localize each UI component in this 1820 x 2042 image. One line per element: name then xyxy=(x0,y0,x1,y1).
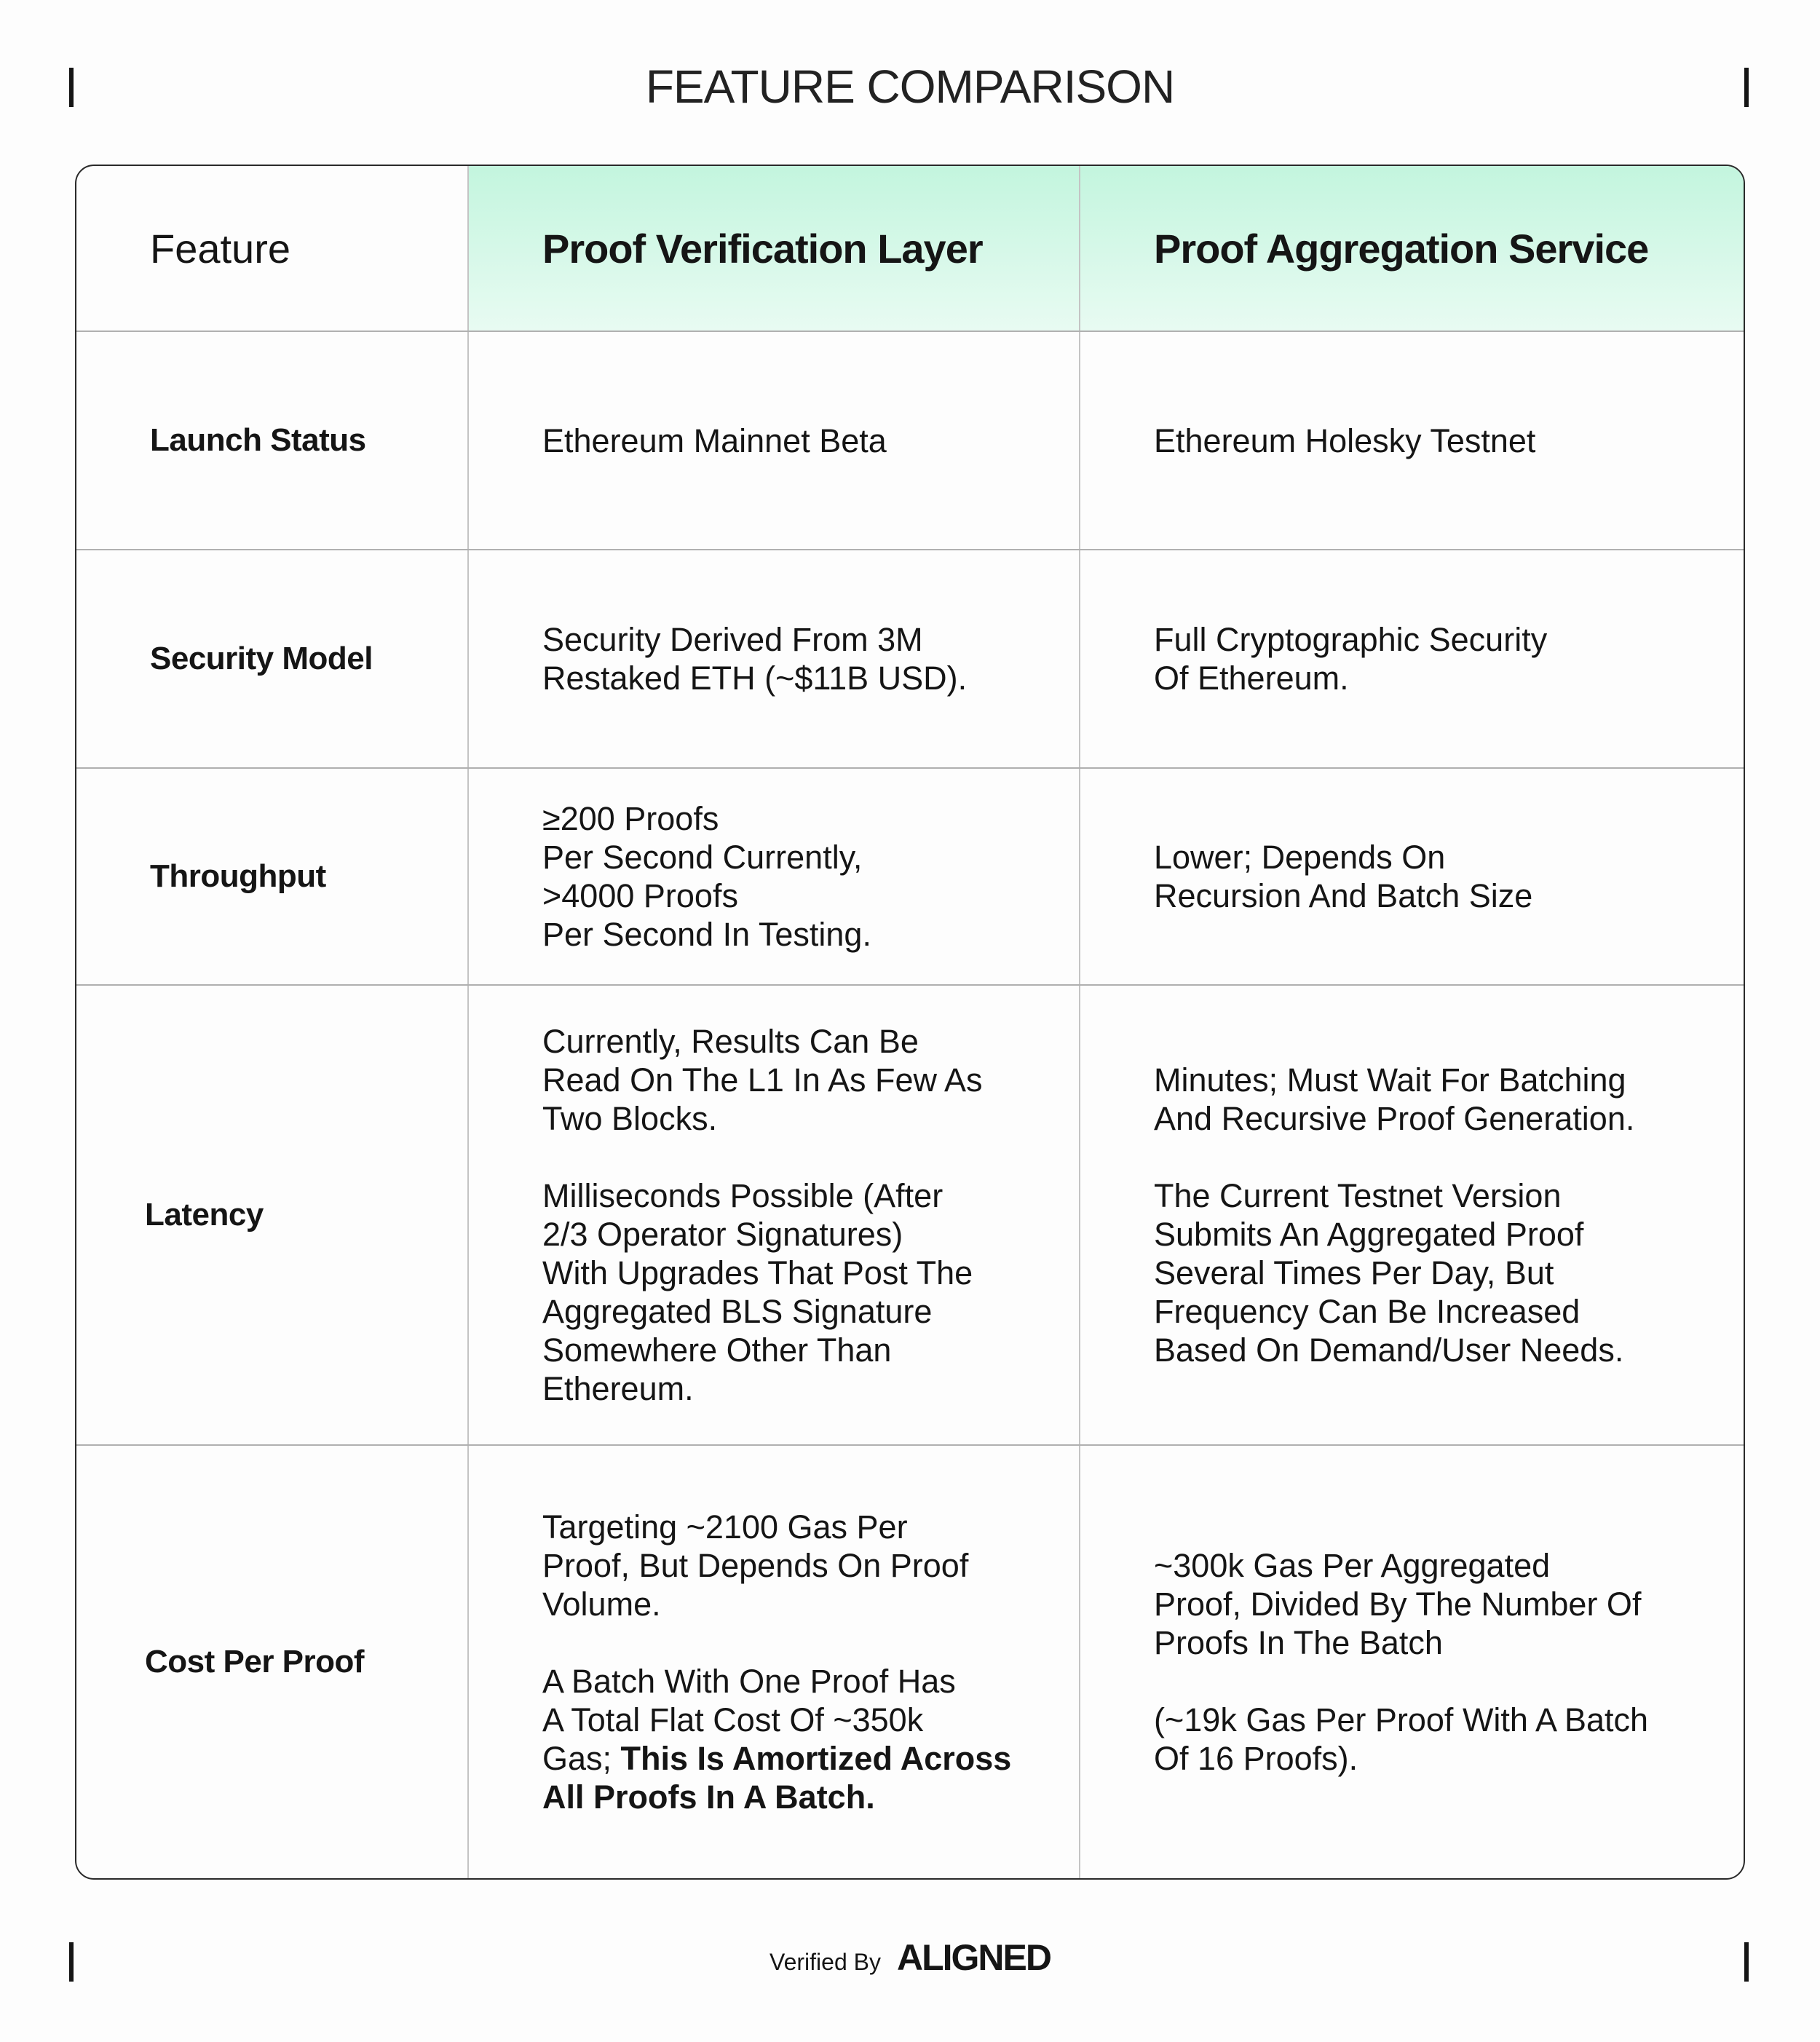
verification-layer-value: Security Derived From 3M Restaked ETH (~$11B USD). xyxy=(542,621,968,697)
aggregation-service-value: Minutes; Must Wait For Batching And Recursive Proof Generation. The Current Testnet Version Submits An Aggregated Proof Several Times Per Day, But Frequency Can Be Increased Based On Demand/User Needs. xyxy=(1154,1061,1635,1369)
table-row xyxy=(76,332,1744,550)
row-label: Security Model xyxy=(150,641,373,676)
cost-text: Targeting ~2100 Gas Per Proof, But Depends On Proof Volume. A Batch With One Proof Has A Total Flat Cost Of ~350k Gas; xyxy=(542,1508,969,1777)
cost-text-bold: This Is Amortized Across All Proofs In A Batch. xyxy=(542,1740,1012,1816)
verified-by-label: Verified By xyxy=(769,1949,881,1975)
verification-layer-value: Ethereum Mainnet Beta xyxy=(542,422,887,459)
page-title: FEATURE COMPARISON xyxy=(645,60,1175,113)
table-row xyxy=(76,769,1744,986)
verification-layer-value: ≥200 Proofs Per Second Currently, >4000 Proofs Per Second In Testing. xyxy=(542,800,871,953)
header-verification-layer-label: Proof Verification Layer xyxy=(542,225,983,272)
aggregation-service-value: Lower; Depends On Recursion And Batch Size xyxy=(1154,839,1533,914)
aligned-logo: ALIGNED xyxy=(896,1937,1051,1978)
row-label: Latency xyxy=(145,1197,264,1232)
header-feature xyxy=(76,166,467,331)
comparison-table xyxy=(75,165,1745,1880)
aggregation-service-value: Ethereum Holesky Testnet xyxy=(1154,422,1536,459)
table-header-row xyxy=(76,166,1744,332)
row-label: Cost Per Proof xyxy=(145,1644,365,1679)
aggregation-service-value: ~300k Gas Per Aggregated Proof, Divided By The Number Of Proofs In The Batch (~19k Gas Per Proof With A Batch Of 16 Proofs). xyxy=(1154,1547,1649,1777)
aggregation-service-value: Full Cryptographic Security Of Ethereum. xyxy=(1154,621,1548,697)
header-feature-label: Feature xyxy=(150,225,290,272)
header-verification-layer xyxy=(467,166,1079,331)
table-row xyxy=(76,986,1744,1446)
table-row xyxy=(76,1446,1744,1878)
verification-layer-value xyxy=(542,1508,1011,1816)
verification-layer-value: Currently, Results Can Be Read On The L1 In As Few As Two Blocks. Milliseconds Possible (After 2/3 Operator Signatures) With Upgrades That Post The Aggregated BLS Signature Somewhere Other Than Ethereum. xyxy=(542,1023,983,1407)
table-row xyxy=(76,550,1744,769)
header-aggregation-service xyxy=(1079,166,1744,331)
header-aggregation-service-label: Proof Aggregation Service xyxy=(1154,225,1649,272)
footer xyxy=(0,1936,1820,1979)
row-label: Launch Status xyxy=(150,422,366,458)
row-label: Throughput xyxy=(150,858,326,894)
